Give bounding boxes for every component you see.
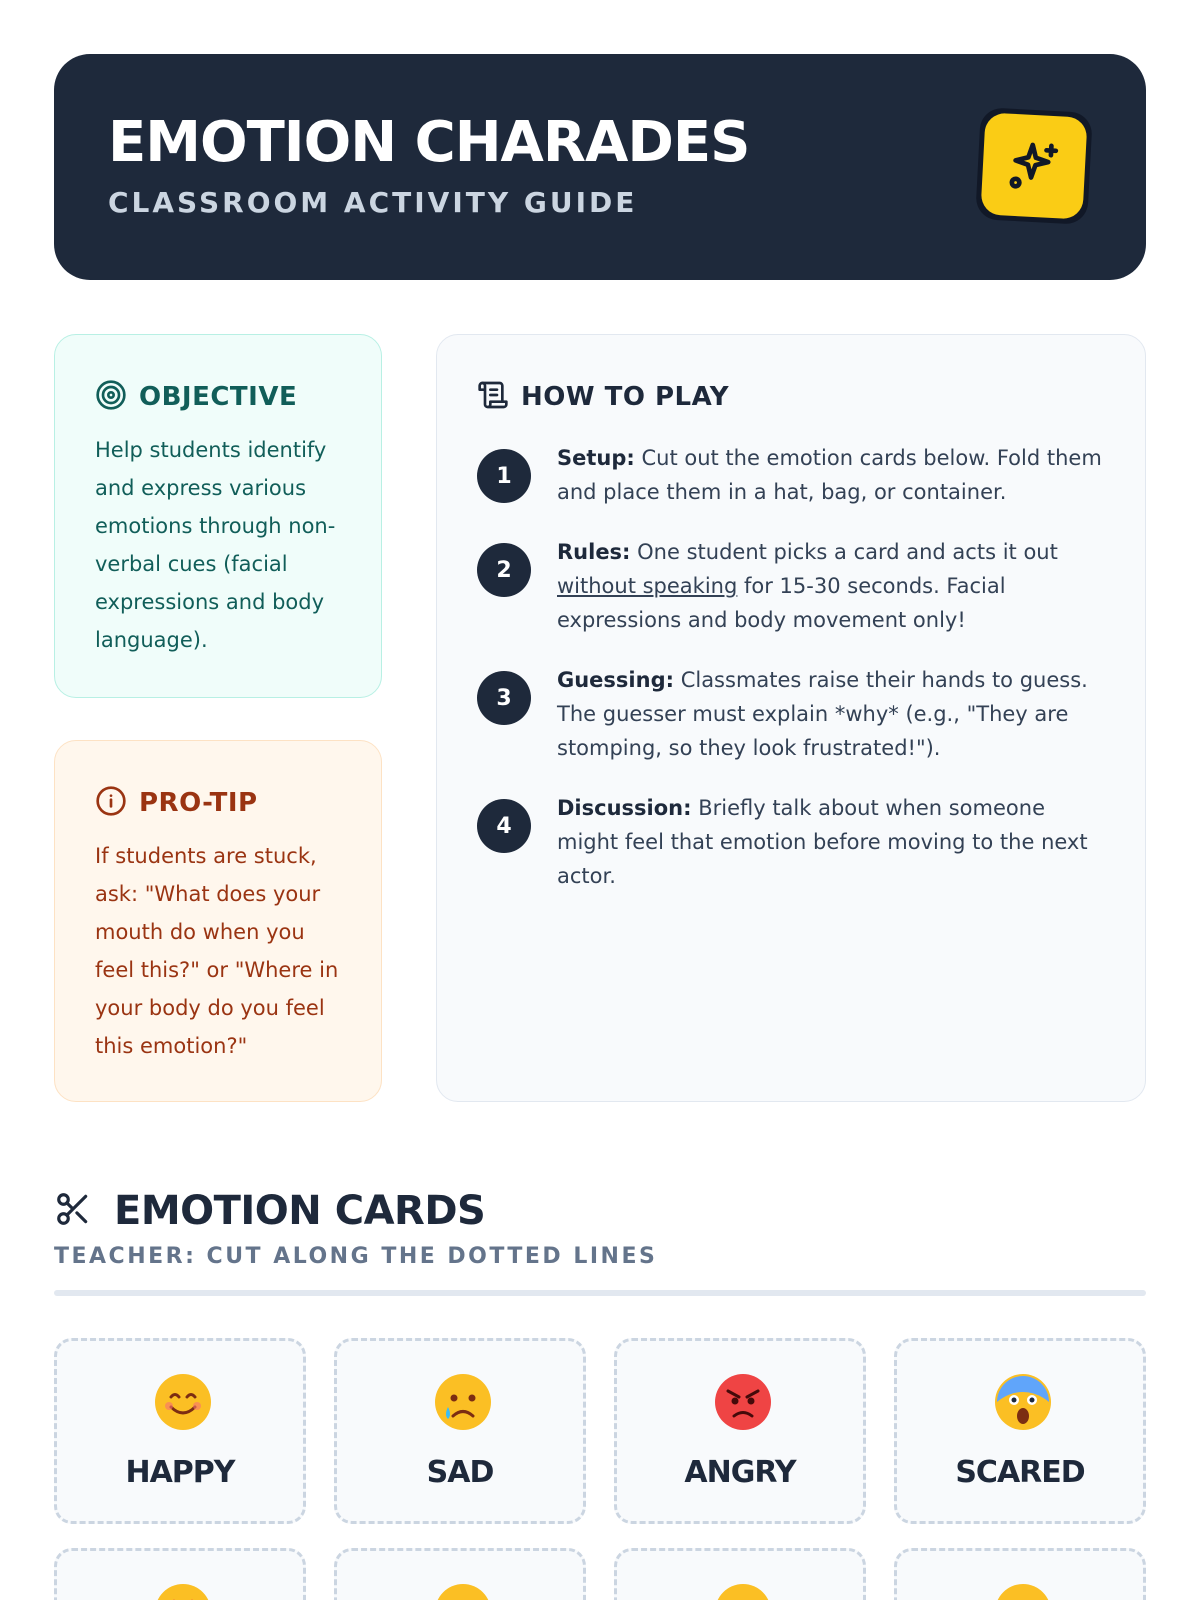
- objective-card: [54, 334, 382, 698]
- scissors-icon: [54, 1190, 92, 1232]
- step-body: for 15-30 seconds. Facial expressions and body movement only!: [557, 574, 1006, 632]
- step-item: [477, 441, 1107, 509]
- steps-list: [477, 441, 1107, 919]
- step-body: Briefly talk about when someone might feel that emotion before moving to the next actor.: [557, 796, 1088, 888]
- emotion-card-happy[interactable]: [54, 1338, 306, 1524]
- step-body: Cut out the emotion cards below. Fold them and place them in a hat, bag, or container.: [557, 446, 1102, 504]
- protip-title: PRO-TIP: [139, 788, 258, 818]
- sparkles-icon: [980, 112, 1087, 219]
- divider: [54, 1290, 1146, 1296]
- step-number: 4: [477, 799, 531, 853]
- step-text: [557, 535, 1107, 637]
- step-body: One student picks a card and acts it out: [630, 540, 1058, 564]
- step-text: [557, 441, 1107, 509]
- step-label: Setup:: [557, 446, 635, 470]
- cards-subtitle: TEACHER: CUT ALONG THE DOTTED LINES: [54, 1244, 658, 1269]
- step-item: [477, 663, 1107, 765]
- step-label: Rules:: [557, 540, 631, 564]
- cards-header: [54, 1188, 485, 1234]
- scroll-icon: [477, 379, 509, 415]
- target-icon: [95, 379, 127, 415]
- how-to-play-title: HOW TO PLAY: [521, 382, 730, 412]
- step-item: [477, 535, 1107, 637]
- step-number: 1: [477, 449, 531, 503]
- step-item: [477, 791, 1107, 893]
- step-label: Discussion:: [557, 796, 692, 820]
- protip-header: [95, 785, 258, 821]
- cards-title: EMOTION CARDS: [114, 1188, 486, 1234]
- page-title: EMOTION CHARADES: [108, 110, 750, 175]
- how-to-play-card: [436, 334, 1146, 1102]
- emotion-name: SCARED: [955, 1455, 1085, 1490]
- emotion-name: SAD: [426, 1455, 494, 1490]
- header-banner: [54, 54, 1146, 280]
- step-number: 2: [477, 543, 531, 597]
- badge: [975, 107, 1093, 225]
- emotion-card-scared[interactable]: [894, 1338, 1146, 1524]
- step-text: [557, 663, 1107, 765]
- objective-title: OBJECTIVE: [139, 382, 298, 412]
- info-icon: [95, 785, 127, 821]
- page-subtitle: CLASSROOM ACTIVITY GUIDE: [108, 186, 638, 219]
- screaming-face-icon: [994, 1373, 1052, 1431]
- step-emphasis: without speaking: [557, 574, 738, 598]
- face-icon: [714, 1583, 772, 1600]
- emotion-card[interactable]: [54, 1548, 306, 1600]
- emotion-name: HAPPY: [125, 1455, 235, 1490]
- step-text: [557, 791, 1107, 893]
- emotion-card[interactable]: [614, 1548, 866, 1600]
- step-label: Guessing:: [557, 668, 675, 692]
- emotion-card-sad[interactable]: [334, 1338, 586, 1524]
- objective-header: [95, 379, 297, 415]
- angry-face-icon: [714, 1373, 772, 1431]
- face-icon: [994, 1583, 1052, 1600]
- step-number: 3: [477, 671, 531, 725]
- emotion-card[interactable]: [894, 1548, 1146, 1600]
- smiling-face-icon: [154, 1373, 212, 1431]
- emotion-card[interactable]: [334, 1548, 586, 1600]
- emotion-name: ANGRY: [684, 1455, 796, 1490]
- protip-text: If students are stuck, ask: "What does your mouth do when you feel this?" or "Where in your body do you feel this emotion?": [95, 844, 339, 1058]
- star-struck-face-icon: [154, 1583, 212, 1600]
- objective-text: Help students identify and express various emotions through non-verbal cues (facial expressions and body language).: [95, 438, 336, 652]
- protip-card: [54, 740, 382, 1102]
- crying-face-icon: [434, 1373, 492, 1431]
- how-to-play-header: [477, 379, 729, 415]
- emotion-card-angry[interactable]: [614, 1338, 866, 1524]
- step-body: Classmates raise their hands to guess. The guesser must explain *why* (e.g., "They are stomping, so they look frustrated!").: [557, 668, 1088, 760]
- face-icon: [434, 1583, 492, 1600]
